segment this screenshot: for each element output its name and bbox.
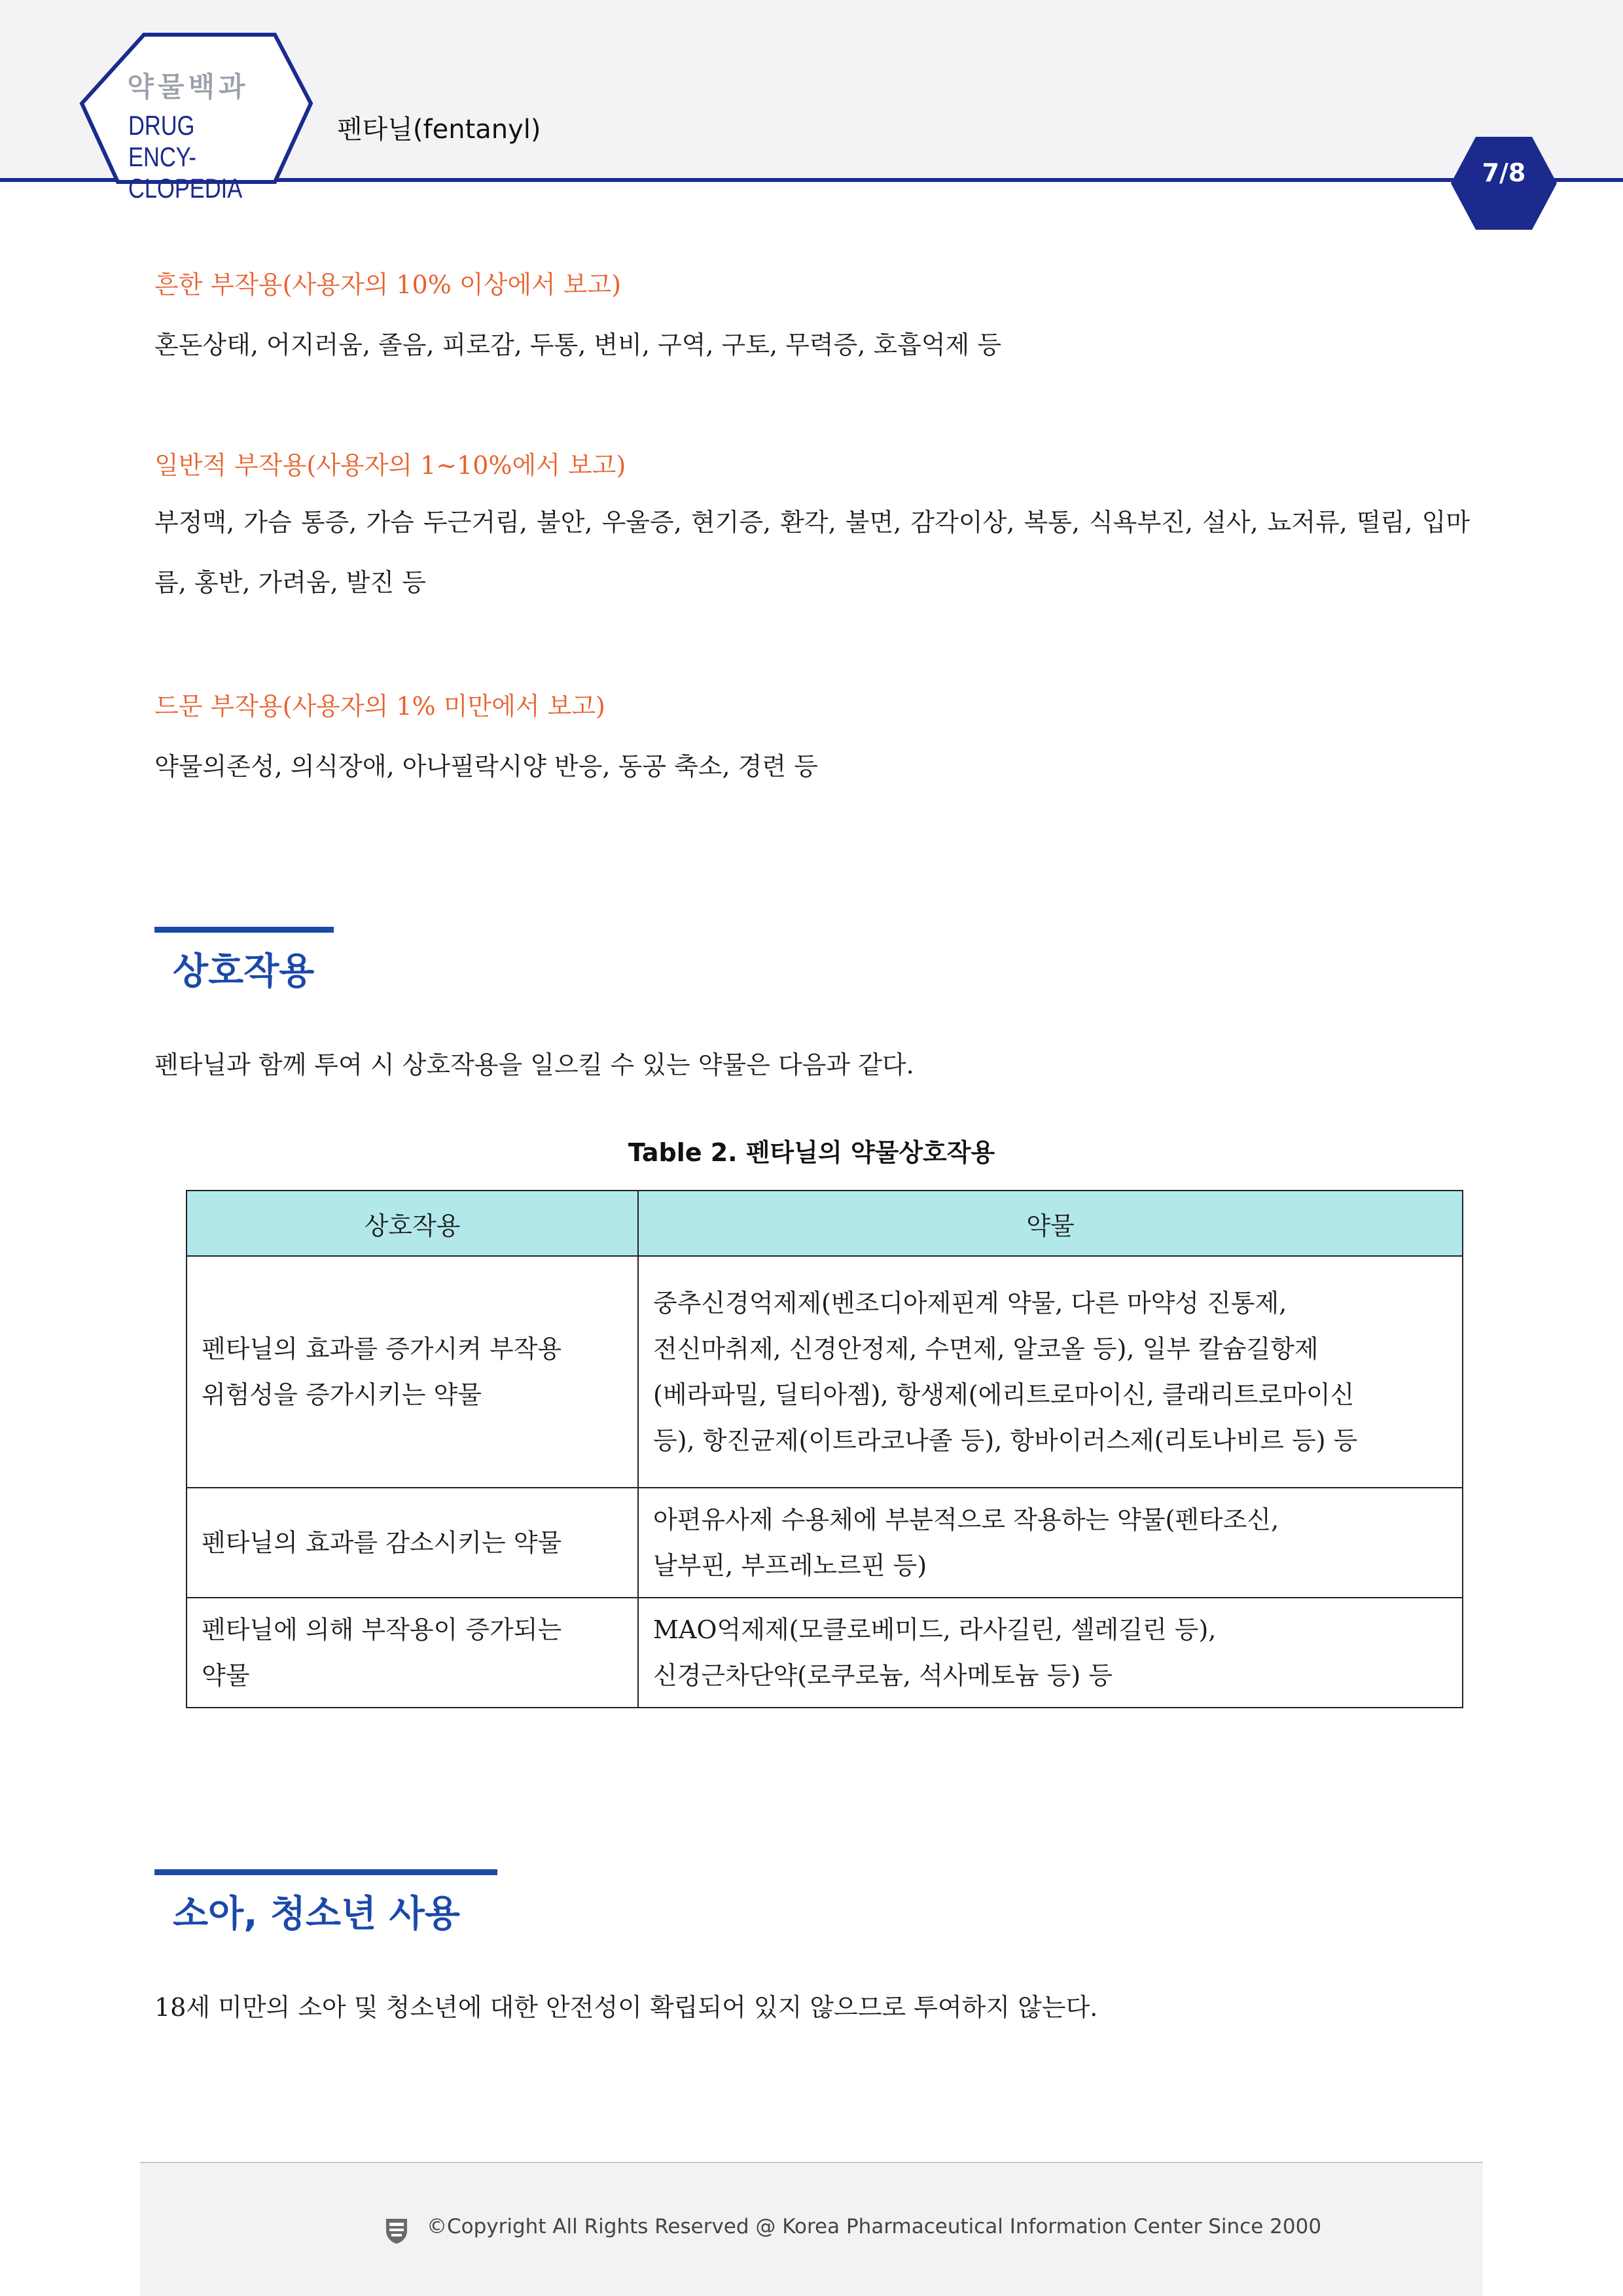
table-header-effect: 상호작용 (187, 1191, 638, 1256)
cell-line: 날부핀, 부프레노르핀 등) (653, 1551, 927, 1580)
common-side-effects-text: 혼돈상태, 어지러움, 졸음, 피로감, 두통, 변비, 구역, 구토, 무력증, 호흡억제 등 (154, 331, 1002, 359)
table-cell-effect (187, 1256, 638, 1488)
table-row (187, 1256, 1463, 1488)
logo-english-line1: DRUG ENCY- (128, 110, 196, 172)
general-side-effects-heading: 일반적 부작용(사용자의 1~10%에서 보고) (154, 451, 626, 480)
copyright-text: ©Copyright All Rights Reserved @ Korea Pharmaceutical Information Center Since 2000 (427, 2215, 1322, 2238)
table-cell-drugs (638, 1488, 1463, 1598)
table-cell-drugs (638, 1256, 1463, 1488)
table-header-drugs: 약물 (638, 1191, 1463, 1256)
cell-line: 신경근차단약(로쿠로늄, 석사메토늄 등) 등 (653, 1661, 1113, 1690)
cell-line: 펜타닐의 효과를 감소시키는 약물 (202, 1528, 562, 1557)
logo-english-text (128, 110, 268, 204)
kpic-emblem-icon (383, 2216, 410, 2245)
cell-line: (베라파밀, 딜티아젬), 항생제(에리트로마이신, 클래리트로마이신 (653, 1380, 1355, 1409)
interactions-table (186, 1190, 1463, 1708)
footer-divider (140, 2162, 1483, 2163)
general-side-effects-text: 부정맥, 가슴 통증, 가슴 두근거림, 불안, 우울증, 현기증, 환각, 불면, 감각이상, 복통, 식욕부진, 설사, 뇨저류, 떨림, 입마름, 홍반, 가려움, 발진 등 (154, 508, 1470, 597)
interactions-section-bar (154, 927, 334, 933)
interactions-intro: 펜타닐과 함께 투여 시 상호작용을 일으킬 수 있는 약물은 다음과 같다. (154, 1050, 914, 1079)
table-cell-effect (187, 1488, 638, 1598)
table-header-row (187, 1191, 1463, 1256)
cell-line: 아편유사제 수용체에 부분적으로 작용하는 약물(펜타조신, (653, 1505, 1279, 1534)
cell-line: 전신마취제, 신경안정제, 수면제, 알코올 등), 일부 칼슘길항제 (653, 1335, 1319, 1363)
drug-title: 펜타닐(fentanyl) (337, 115, 541, 145)
table-cell-drugs (638, 1598, 1463, 1708)
logo-korean-text: 약물백과 (127, 71, 249, 103)
pediatric-section-title: 소아, 청소년 사용 (173, 1893, 460, 1935)
cell-line: MAO억제제(모클로베미드, 라사길린, 셀레길린 등), (653, 1615, 1217, 1644)
table-cell-effect (187, 1598, 638, 1708)
rare-side-effects-text: 약물의존성, 의식장애, 아나필락시양 반응, 동공 축소, 경련 등 (154, 752, 818, 781)
cell-line: 약물 (202, 1661, 250, 1690)
pediatric-text: 18세 미만의 소아 및 청소년에 대한 안전성이 확립되어 있지 않으므로 투여하지 않는다. (154, 1993, 1098, 2022)
cell-line: 펜타닐의 효과를 증가시켜 부작용 (202, 1335, 562, 1363)
cell-line: 등), 항진균제(이트라코나졸 등), 항바이러스제(리토나비르 등) 등 (653, 1426, 1358, 1455)
rare-side-effects-heading: 드문 부작용(사용자의 1% 미만에서 보고) (154, 692, 605, 721)
logo-english-line2: CLOPEDIA (128, 173, 243, 204)
cell-line: 중추신경억제제(벤조디아제핀계 약물, 다른 마약성 진통제, (653, 1289, 1287, 1318)
table-row (187, 1488, 1463, 1598)
table-caption: Table 2. 펜타닐의 약물상호작용 (628, 1138, 995, 1167)
interactions-section-title: 상호작용 (173, 950, 315, 993)
table-row (187, 1598, 1463, 1708)
page-number: 7/8 (1482, 158, 1526, 187)
cell-line: 위험성을 증가시키는 약물 (202, 1380, 482, 1409)
cell-line: 펜타닐에 의해 부작용이 증가되는 (202, 1615, 562, 1644)
common-side-effects-heading: 흔한 부작용(사용자의 10% 이상에서 보고) (154, 270, 622, 299)
pediatric-section-bar (154, 1869, 497, 1875)
